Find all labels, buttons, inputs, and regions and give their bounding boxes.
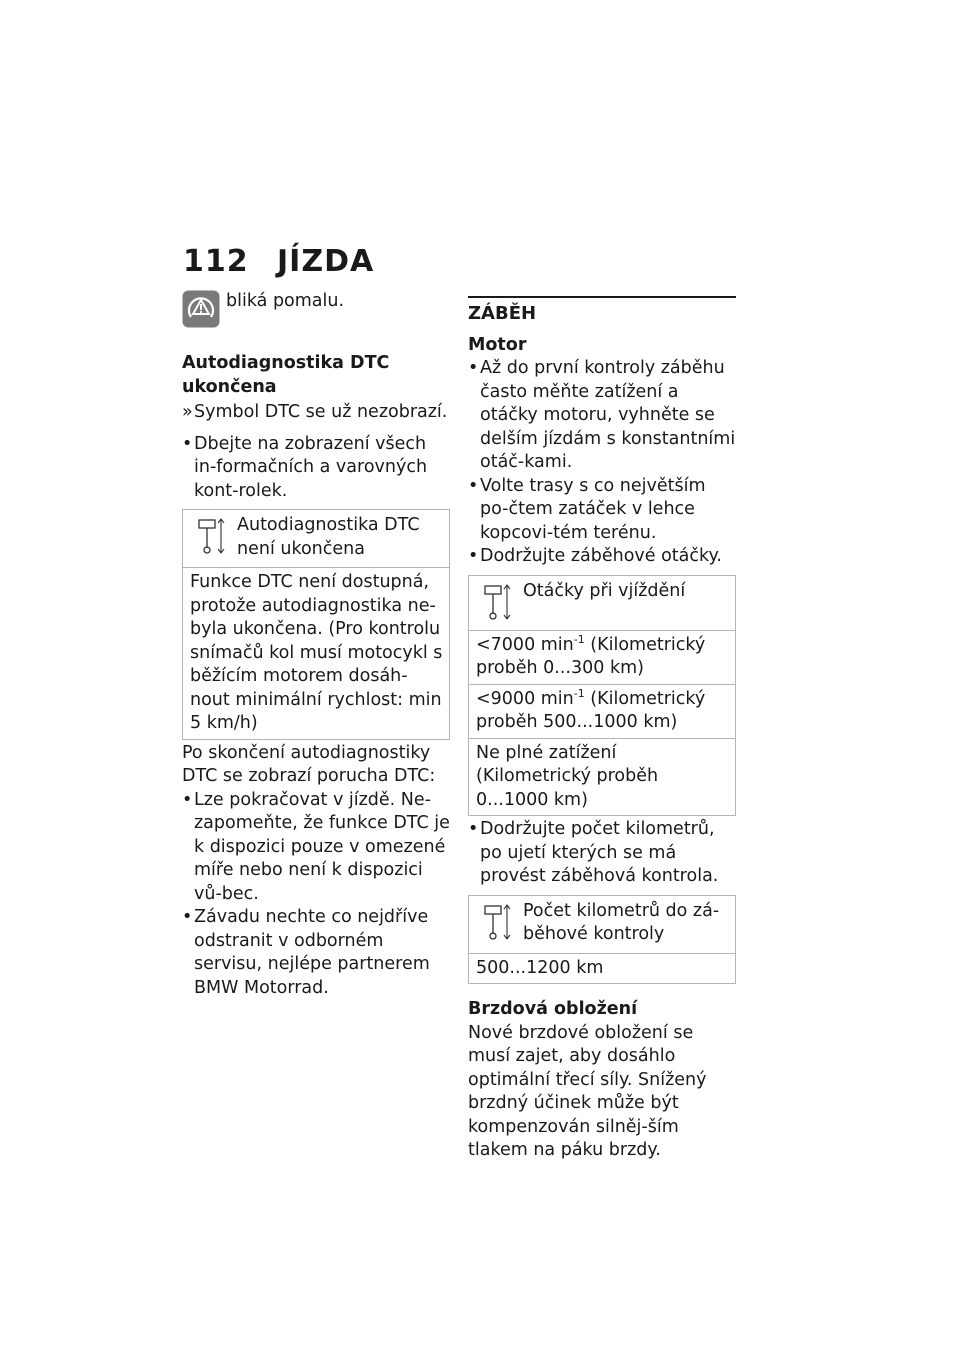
spec-box-body: Funkce DTC není dostupná, protože autodiagnostika ne-byla ukončena. (Pro kontrolu snímačů kol musí motocykl s běžícím motorem dosáh-nout minimální rychlost: min 5 km/h) xyxy=(190,572,443,733)
list-item xyxy=(182,433,450,504)
section-title: ZÁBĚH xyxy=(468,303,537,324)
list-item xyxy=(468,545,736,569)
list-item xyxy=(468,818,736,889)
brake-heading: Brzdová obložení xyxy=(468,999,638,1019)
warning-line xyxy=(182,290,450,328)
spec-row xyxy=(469,631,735,685)
right-column xyxy=(468,296,736,1163)
bullet-icon: • xyxy=(468,358,479,378)
list-item xyxy=(468,357,736,475)
bullet-icon: • xyxy=(468,546,479,566)
engine-piston-icon xyxy=(483,900,513,944)
engine-piston-icon xyxy=(483,580,513,624)
list-item-text: Dodržujte záběhové otáčky. xyxy=(480,546,722,566)
autodiag-heading: Autodiagnostika DTC ukončena xyxy=(182,353,390,397)
bullet-icon: • xyxy=(468,475,479,496)
bullet-icon: • xyxy=(182,789,193,810)
result-arrow-icon: » xyxy=(182,402,193,422)
spec-box-title: Otáčky při vjíždění xyxy=(523,580,686,601)
page-header xyxy=(183,244,374,279)
result-line xyxy=(182,401,450,425)
spec-box-title: Autodiagnostika DTC není ukončena xyxy=(237,515,420,559)
motor-heading: Motor xyxy=(468,334,527,355)
blink-text: bliká pomalu. xyxy=(226,291,345,311)
engine-piston-icon xyxy=(197,514,227,558)
spec-row xyxy=(469,739,735,816)
spec-box-header xyxy=(469,896,735,954)
spec-row-text: <7000 min xyxy=(476,634,574,655)
spec-box-km xyxy=(468,895,736,985)
spec-row-text: Ne plné zatížení (Kilometrický proběh 0...1000 km) xyxy=(476,742,659,810)
list-item xyxy=(182,906,450,1000)
brake-text: Nové brzdové obložení se musí zajet, aby dosáhlo optimální třecí síly. Snížený brzdný účinek může být kompenzován silněj-ším tlakem na páku brzdy. xyxy=(468,1022,707,1160)
spec-row xyxy=(469,685,735,739)
list-item-text: Závadu nechte co nejdříve odstranit v odborném servisu, nejlépe partnerem BMW Motorrad. xyxy=(194,907,430,998)
spec-row: 500...1200 km xyxy=(476,957,604,978)
bullet-icon: • xyxy=(468,819,479,839)
list-item xyxy=(468,475,736,546)
bullet-icon: • xyxy=(182,907,193,927)
spec-box-header xyxy=(469,576,735,631)
chapter-title: JÍZDA xyxy=(277,244,375,279)
list-item-text: Volte trasy s co největším po-čtem zatáček v lehce kopcovi-tém terénu. xyxy=(480,475,706,543)
spec-row-sup: -1 xyxy=(573,686,585,700)
spec-box-title: Počet kilometrů do zá-běhové kontroly xyxy=(523,900,720,944)
spec-box-header xyxy=(183,510,449,568)
spec-row-text: (Kilometrický proběh 500...1000 km) xyxy=(476,688,706,732)
list-item-text: Až do první kontroly záběhu často měňte zatížení a otáčky motoru, vyhněte se delším jízdám s konstantními otáč-kami. xyxy=(480,358,736,472)
section-divider xyxy=(468,296,736,298)
page-number: 112 xyxy=(183,244,249,279)
left-column xyxy=(182,290,450,1000)
spec-row-sup: -1 xyxy=(573,632,585,646)
list-item-text: Lze pokračovat v jízdě. Ne-zapomeňte, že funkce DTC je k dispozici pouze v omezené míře nebo není k dispozici vů-bec. xyxy=(194,789,450,904)
spec-box-rpm xyxy=(468,575,736,817)
result-text: Symbol DTC se už nezobrazí. xyxy=(194,402,448,422)
after-box-text: Po skončení autodiagnostiky DTC se zobrazí porucha DTC: xyxy=(182,742,436,786)
bullet-icon: • xyxy=(182,433,193,454)
spec-box-autodiag xyxy=(182,509,450,740)
list-item-text: Dbejte na zobrazení všech in-formačních a varovných kont-rolek. xyxy=(194,433,428,501)
spec-row-text: (Kilometrický proběh 0...300 km) xyxy=(476,634,706,678)
list-item xyxy=(182,789,450,907)
spec-row-text: <9000 min xyxy=(476,688,574,709)
list-item-text: Dodržujte počet kilometrů, po ujetí kterých se má provést záběhová kontrola. xyxy=(480,819,719,886)
dtc-warning-icon xyxy=(182,290,220,328)
